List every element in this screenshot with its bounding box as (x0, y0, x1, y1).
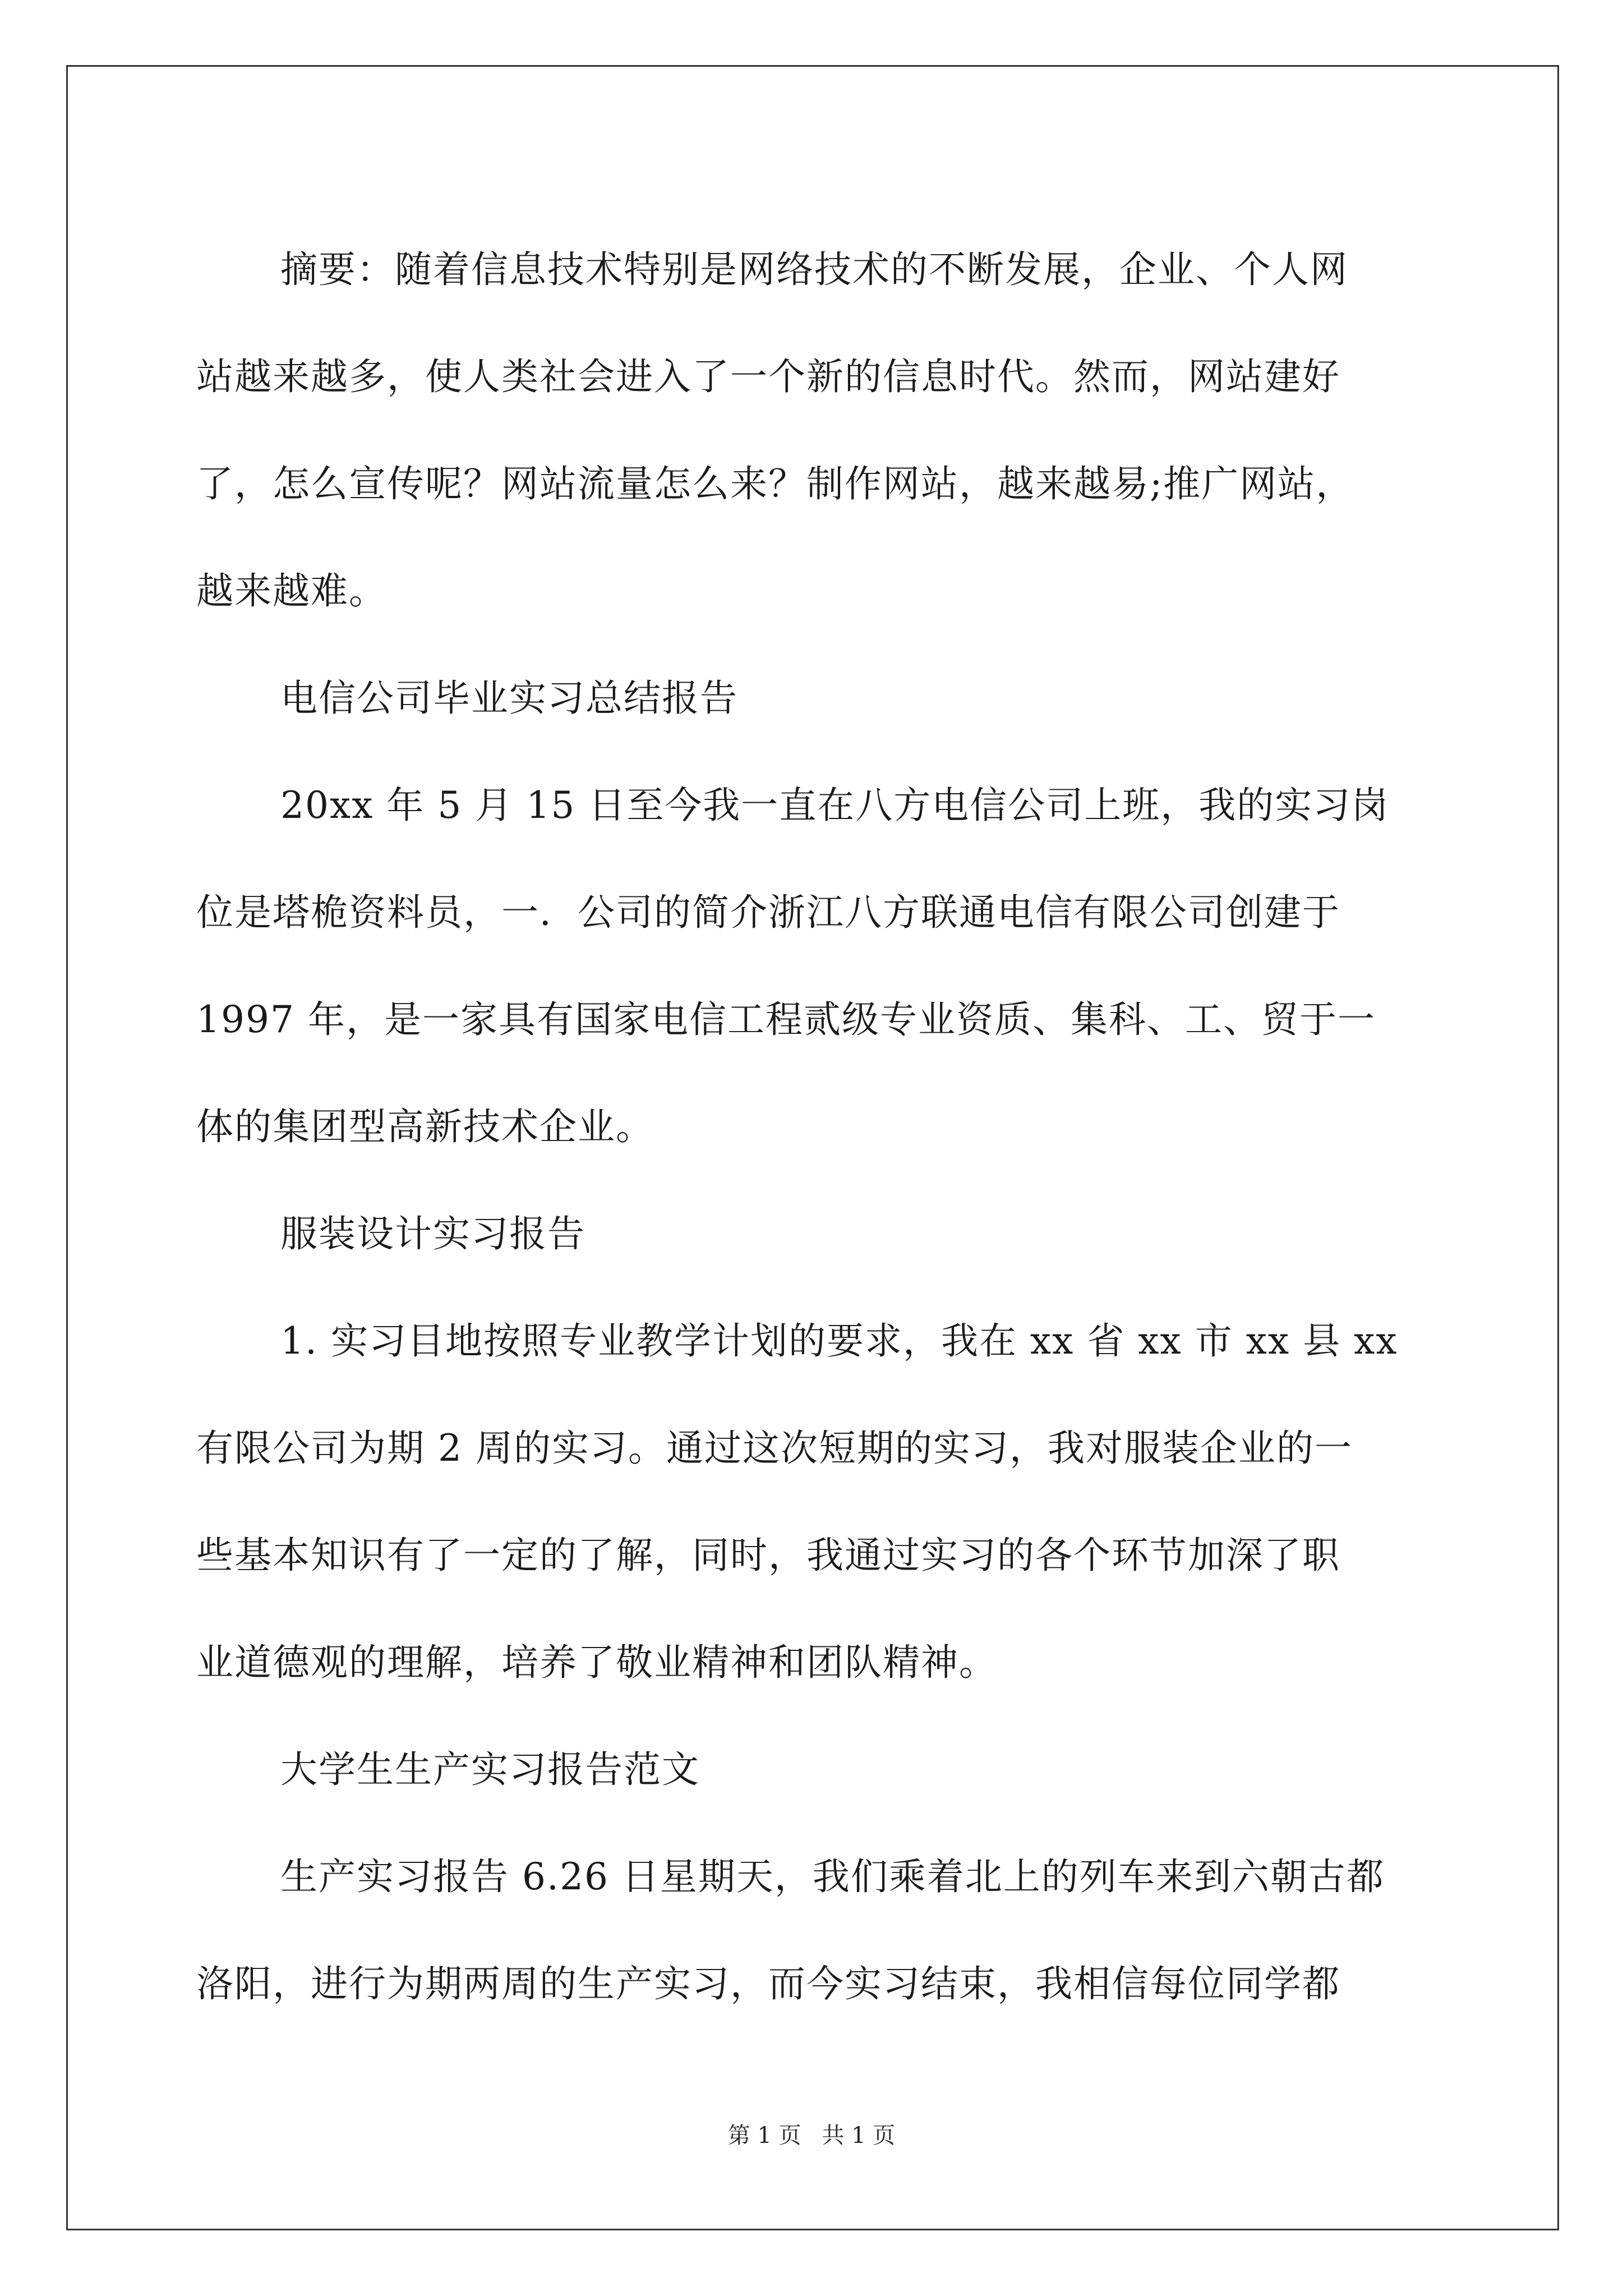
page-total: 共 1 页 (822, 2123, 896, 2148)
text-line: 位是塔桅资料员，一．公司的简介浙江八方联通电信有限公司创建于 (196, 891, 1340, 934)
text-line: 摘要：随着信息技术特别是网络技术的不断发展，企业、个人网 (280, 248, 1348, 291)
text-line: 1. 实习目地按照专业教学计划的要求，我在 xx 省 xx 市 xx 县 xx (280, 1319, 1398, 1363)
text-line: 生产实习报告 6.26 日星期天，我们乘着北上的列车来到六朝古都 (280, 1855, 1385, 1898)
text-line: 站越来越多，使人类社会进入了一个新的信息时代。然而，网站建好 (196, 355, 1340, 398)
document-body (196, 216, 1430, 2037)
section-heading: 电信公司毕业实习总结报告 (280, 677, 738, 720)
text-line: 1997 年，是一家具有国家电信工程贰级专业资质、集科、工、贸于一 (196, 998, 1376, 1041)
text-line: 了，怎么宣传呢？网站流量怎么来？制作网站，越来越易;推广网站， (196, 462, 1354, 505)
text-line: 有限公司为期 2 周的实习。通过这次短期的实习，我对服装企业的一 (196, 1427, 1353, 1470)
text-line: 20xx 年 5 月 15 日至今我一直在八方电信公司上班，我的实习岗 (280, 784, 1390, 827)
text-line: 越来越难。 (196, 569, 387, 613)
section-heading: 服装设计实习报告 (280, 1212, 585, 1255)
page-number: 第 1 页 (727, 2123, 801, 2148)
text-line: 些基本知识有了一定的了解，同时，我通过实习的各个环节加深了职 (196, 1534, 1340, 1577)
page-footer (0, 2118, 1623, 2150)
text-line: 洛阳，进行为期两周的生产实习，而今实习结束，我相信每位同学都 (196, 1962, 1340, 2005)
text-line: 体的集团型高新技术企业。 (196, 1105, 654, 1148)
section-heading: 大学生生产实习报告范文 (280, 1748, 700, 1791)
text-line: 业道德观的理解，培养了敬业精神和团队精神。 (196, 1641, 997, 1684)
